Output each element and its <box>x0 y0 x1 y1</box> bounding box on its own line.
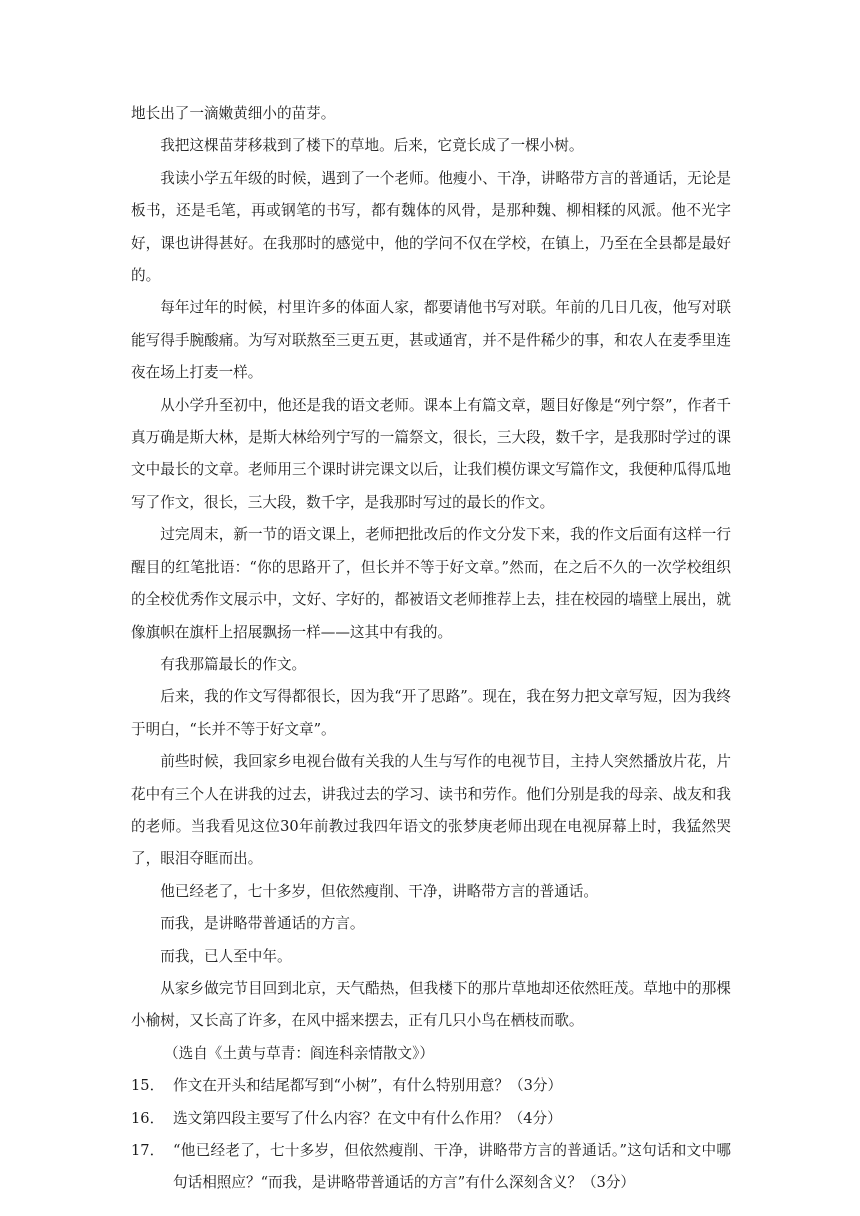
question-text: “他已经老了，七十多岁，但依然瘦削、干净，讲略带方言的普通话。”这句话和文中哪句话相照应？“而我，是讲略带普通话的方言”有什么深刻含义？（3分） <box>173 1142 731 1192</box>
question-number: 17． <box>131 1142 165 1159</box>
paragraph: 后来，我的作文写得都很长，因为我“开了思路”。现在，我在努力把文章写短，因为我终于明白，“长并不等于好文章”。 <box>131 688 731 738</box>
paragraph: 从小学升至初中，他还是我的语文老师。课本上有篇文章，题目好像是“列宁祭”，作者千真万确是斯大林，是斯大林给列宁写的一篇祭文，很长，三大段，数千字，是我那时学过的课文中最长的文章。老师用三个课时讲完课文以后，让我们模仿课文写篇作文，我便种瓜得瓜地写了作文，很长，三大段，数千字，是我那时写过的最长的作文。 <box>131 396 731 511</box>
reading-passage <box>131 98 731 1200</box>
question-17 <box>131 1135 731 1200</box>
source-citation: （选自《土黄与草青：阎连科亲情散文》） <box>164 1044 434 1062</box>
paragraph: 而我，已人至中年。 <box>160 947 292 965</box>
question-number: 15． <box>131 1077 165 1095</box>
paragraph: 而我，是讲略带普通话的方言。 <box>160 915 365 933</box>
paragraph: 每年过年的时候，村里许多的体面人家，都要请他书写对联。年前的几日几夜，他写对联能写得手腕酸痛。为写对联熬至三更五更，甚或通宵，并不是件稀少的事，和农人在麦季里连夜在场上打麦一样。 <box>131 299 731 382</box>
paragraph: 从家乡做完节目回到北京，天气酷热，但我楼下的那片草地却还依然旺茂。草地中的那棵小榆树，又长高了许多，在风中摇来摆去，正有几只小鸟在栖枝而歌。 <box>131 979 731 1030</box>
paragraph: 过完周末，新一节的语文课上，老师把批改后的作文分发下来，我的作文后面有这样一行醒目的红笔批语：“你的思路开了，但长并不等于好文章。”然而，在之后不久的一次学校组织的全校优秀作文展示中，文好、字好的，都被语文老师推荐上去，挂在校园的墙壁上展出，就像旗帜在旗杆上招展飘扬一样——这其中有我的。 <box>131 526 731 641</box>
paragraph: 有我那篇最长的作文。 <box>160 655 307 673</box>
paragraph: 前些时候，我回家乡电视台做有关我的人生与写作的电视节目，主持人突然播放片花，片花中有三个人在讲我的过去，讲我过去的学习、读书和劳作。他们分别是我的母亲、战友和我的老师。当我看见这位30年前教过我四年语文的张梦庚老师出现在电视屏幕上时，我猛然哭了，眼泪夺眶而出。 <box>131 753 731 868</box>
question-16 <box>131 1103 731 1135</box>
paragraph: 他已经老了，七十多岁，但依然瘦削、干净，讲略带方言的普通话。 <box>160 882 599 900</box>
paragraph: 我把这棵苗芽移栽到了楼下的草地。后来，它竟长成了一棵小树。 <box>160 137 584 155</box>
paragraph-continued: 地长出了一滴嫩黄细小的苗芽。 <box>131 105 336 122</box>
question-number: 16． <box>131 1109 165 1127</box>
question-text: 选文第四段主要写了什么内容？在文中有什么作用？（4分） <box>173 1109 562 1127</box>
question-15 <box>131 1070 731 1102</box>
question-text: 作文在开头和结尾都写到“小树”，有什么特别用意？（3分） <box>173 1077 563 1095</box>
paragraph: 我读小学五年级的时候，遇到了一个老师。他瘦小、干净，讲略带方言的普通话，无论是板书，还是毛笔，再或钢笔的书写，都有魏体的风骨，是那种魏、柳相糅的风派。他不光字好，课也讲得甚好。在我那时的感觉中，他的学问不仅在学校，在镇上，乃至在全县都是最好的。 <box>131 169 731 285</box>
